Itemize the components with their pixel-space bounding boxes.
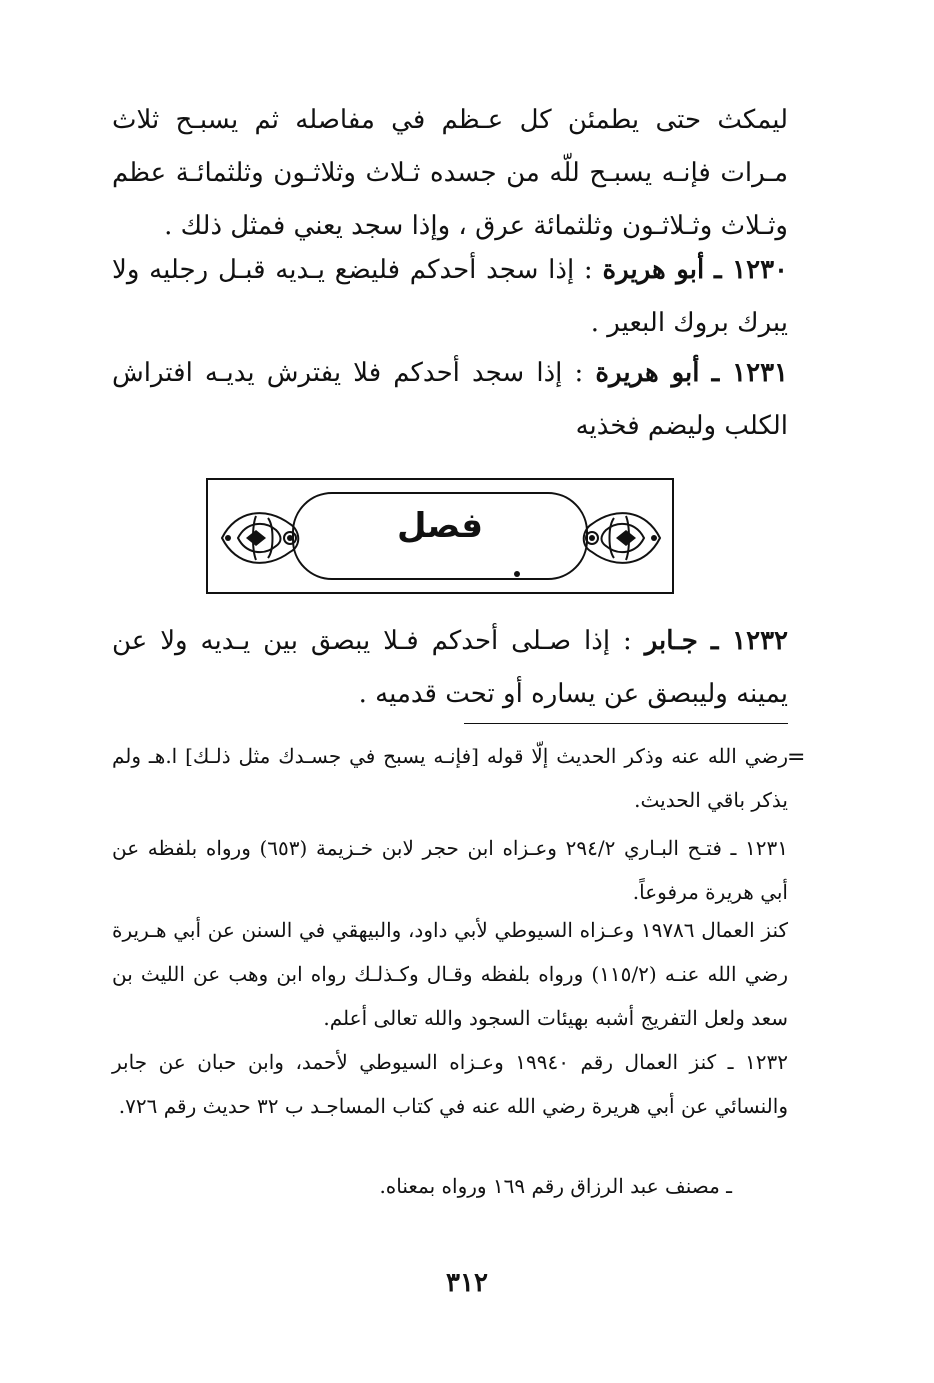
footnote-separator xyxy=(464,723,788,724)
ornament-dot xyxy=(514,571,520,577)
hadith-number: ١٢٣٠ ـ xyxy=(713,255,789,285)
hadith-number: ١٢٣٢ ـ xyxy=(710,626,788,656)
hadith-text: : إذا صـلى أحدكم فـلا يبصق بين يـديه ولا عن يمينه وليبصق عن يساره أو تحت قدميه . xyxy=(112,626,788,709)
footnote-1231-extra: كنز العمال ١٩٧٨٦ وعـزاه السيوطي لأبي داود، والبيهقي في السنن عن أبي هـريرة رضي الله عنـه (١١٥/٢) ورواه بلفظه وقـال وكـذلـك رواه ابن وهب عن الليث بن سعد ولعل التفريج أشبه بهيئات السجود والله تعالى أعلم. xyxy=(112,918,789,1030)
hadith-narrator: أبو هريرة xyxy=(595,358,700,388)
hadith-narrator: أبو هريرة xyxy=(602,255,705,285)
page-number: ٣١٢ xyxy=(446,1268,488,1298)
hadith-number: ١٢٣١ ـ xyxy=(711,358,789,388)
ornament-right-icon xyxy=(576,496,666,580)
paragraph-continuation: ليمكث حتى يطمئن كل عـظم في مفاصله ثم يسبـح ثلاث مـرات فإنـه يسبـح للّه من جسده ثـلاث وثلاثـون وثلثمائـة عظم وثـلاث وثـلاثـون وثلثمائة عرق ، وإذا سجد يعني فمثل ذلك . xyxy=(112,105,788,241)
footnote-1232-extra: ـ مصنف عبد الرزاق رقم ١٦٩ ورواه بمعناه. xyxy=(379,1174,732,1198)
hadith-text: : إذا سجد أحدكم فلا يفترش يديـه افتراش الكلب وليضم فخذيه xyxy=(112,358,788,441)
hadith-narrator: جـابر xyxy=(644,626,698,656)
hadith-1231 xyxy=(112,347,788,453)
hadith-1230 xyxy=(112,244,788,350)
section-title: فصل xyxy=(396,506,484,546)
footnote-1231: ١٢٣١ ـ فتـح البـاري ٢٩٤/٢ وعـزاه ابن حجر لابن خـزيمة (٦٥٣) ورواه بلفظه عن أبي هريرة مرفوعاً. xyxy=(112,836,788,904)
footnote-1232: ١٢٣٢ ـ كنز العمال رقم ١٩٩٤٠ وعـزاه السيوطي لأحمد، وابن حبان عن جابر والنسائي عن أبي هريرة رضي الله عنه في كتاب المساجـد ب ٣٢ حديث رقم ٧٢٦. xyxy=(112,1050,788,1118)
footnote-continuation: رضي الله عنه وذكر الحديث إلّا قوله [فإنـه يسبح في جسـدك مثل ذلـك] ا.هـ ولم يذكر باقي الحديث. xyxy=(112,744,788,812)
hadith-text: : إذا سجد أحدكم فليضع يـديه قبـل رجليه ولا يبرك بروك البعير . xyxy=(112,255,788,338)
footnote-continuation-mark: = xyxy=(787,745,806,770)
hadith-1232 xyxy=(112,615,788,721)
